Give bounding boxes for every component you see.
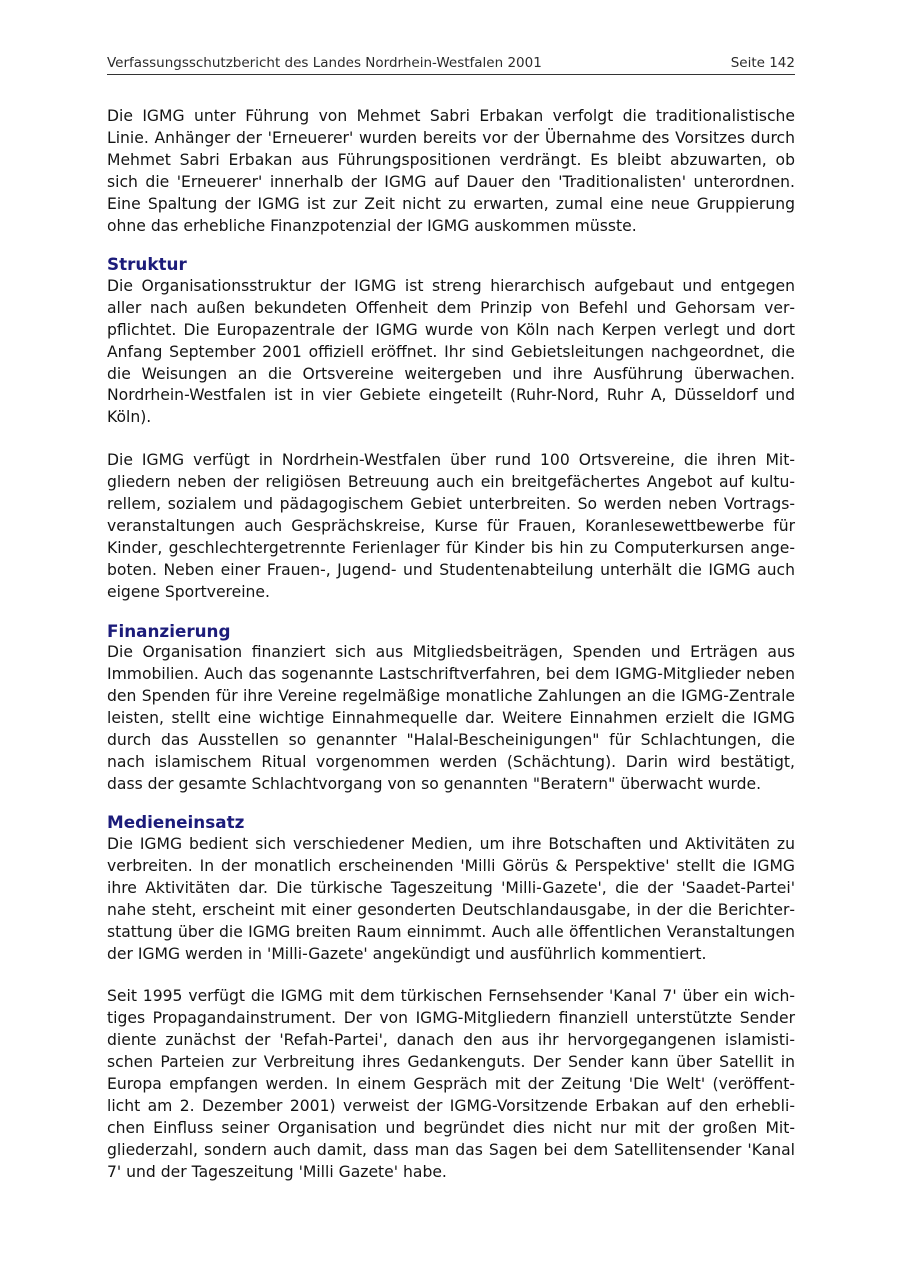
heading-struktur: Struktur: [107, 254, 187, 275]
heading-finanzierung: Finanzierung: [107, 620, 231, 641]
heading-medieneinsatz: Medieneinsatz: [107, 812, 245, 833]
document-body: [107, 106, 795, 1184]
paragraph-medieneinsatz-1: Die IGMG bedient sich verschiedener Medien, um ihre Botschaften und Aktivitäten zu verbreiten. In der monatlich erscheinenden 'Milli Görüs & Perspektive' stellt die IGMG ihre Aktivitäten dar. Die türkische Tageszeitung 'Milli-Gazete', die der 'Saadet-Partei' nahe steht, erscheint mit einer gesonderten Deutschlandausgabe, in der die Berichterstattung über die IGMG breiten Raum einnimmt. Auch alle öffentlichen Veranstaltungen der IGMG werden in 'Milli-Gazete' angekündigt und ausführlich kommentiert.: [107, 834, 795, 963]
paragraph-finanzierung: Die Organisation finanziert sich aus Mitgliedsbeiträgen, Spenden und Erträgen aus Immobilien. Auch das sogenannte Lastschriftverfahren, bei dem IGMG-Mitglieder neben den Spenden für ihre Vereine regelmäßige monatliche Zahlungen an die IGMG-Zentrale leisten, stellt eine wichtige Einnahmequelle dar. Weitere Einnahmen erzielt die IGMG durch das Ausstellen so genannter "Halal-Bescheinigungen" für Schlachtungen, die nach islamischem Ritual vorgenommen werden (Schächtung). Darin wird bestätigt, dass der gesamte Schlachtvorgang von so genannten "Beratern" überwacht wurde.: [107, 643, 795, 793]
paragraph-medieneinsatz-2: Seit 1995 verfügt die IGMG mit dem türkischen Fernsehsender 'Kanal 7' über ein wichtiges Propagandainstrument. Der von IGMG-Mitgliedern finanziell unterstützte Sender diente zunächst der 'Refah-Partei', danach den aus ihr hervorgegangenen islamistischen Parteien zur Verbreitung ihres Gedankenguts. Der Sender kann über Satellit in Europa empfangen werden. In einem Gespräch mit der Zeitung 'Die Welt' (veröffentlicht am 2. Dezember 2001) verweist der IGMG-Vorsitzende Erbakan auf den erheblichen Einfluss seiner Organisation und begründet dies nicht nur mit der großen Mitgliederzahl, sondern auch damit, dass man das Sagen bei dem Satellitensender 'Kanal 7' und der Tageszeitung 'Milli Gazete' habe.: [107, 987, 795, 1181]
paragraph-intro: Die IGMG unter Führung von Mehmet Sabri Erbakan verfolgt die traditionalistische Linie. Anhänger der 'Erneuerer' wurden bereits vor der Übernahme des Vorsitzes durch Mehmet Sabri Erbakan aus Führungspositionen verdrängt. Es bleibt abzuwarten, ob sich die 'Erneuerer' innerhalb der IGMG auf Dauer den 'Traditionalisten' unterordnen. Eine Spaltung der IGMG ist zur Zeit nicht zu erwarten, zumal eine neue Gruppierung ohne das erhebliche Finanzpotenzial der IGMG auskommen müsste.: [107, 107, 795, 235]
paragraph-struktur-1: Die Organisationsstruktur der IGMG ist streng hierarchisch aufgebaut und entgegen aller nach außen bekundeten Offenheit dem Prinzip von Befehl und Gehorsam verpflichtet. Die Europazentrale der IGMG wurde von Köln nach Kerpen verlegt und dort Anfang September 2001 offiziell eröffnet. Ihr sind Gebietsleitungen nachgeordnet, die die Weisungen an die Ortsvereine weitergeben und ihre Ausführung überwachen. Nordrhein-Westfalen ist in vier Gebiete eingeteilt (Ruhr-Nord, Ruhr A, Düsseldorf und Köln).: [107, 276, 795, 427]
page-header: [107, 53, 795, 75]
paragraph-struktur-2: Die IGMG verfügt in Nordrhein-Westfalen über rund 100 Ortsvereine, die ihren Mitgliedern neben der religiösen Betreuung auch ein breitgefächertes Angebot auf kulturellem, sozialem und pädagogischem Gebiet unterbreiten. So werden neben Vortragsveranstaltungen auch Gesprächskreise, Kurse für Frauen, Koranlesewettbewerbe für Kinder, geschlechtergetrennte Ferienlager für Kinder bis hin zu Computerkursen angeboten. Neben einer Frauen-, Jugend- und Studentenabteilung unterhält die IGMG auch eigene Sportvereine.: [107, 451, 795, 601]
page-number: Seite 142: [730, 55, 795, 71]
report-title: Verfassungsschutzbericht des Landes Nordrhein-Westfalen 2001: [107, 55, 542, 71]
